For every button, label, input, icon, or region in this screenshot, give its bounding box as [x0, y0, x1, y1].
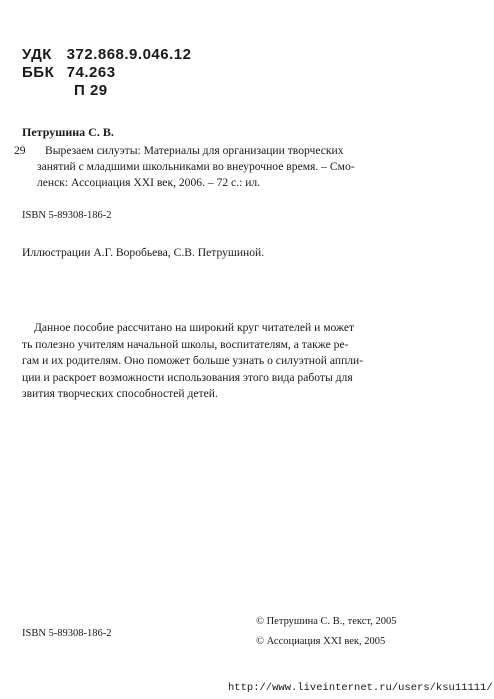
- margin-mark: 29: [14, 144, 26, 157]
- annotation-line: ции и раскроет возможности использования этого вида работы для: [22, 370, 353, 384]
- isbn-bottom: ISBN 5-89308-186-2: [22, 628, 112, 639]
- annotation-line: ть полезно учителям начальной школы, воспитателям, а также ре-: [22, 337, 349, 351]
- illustrations-credit: Иллюстрации А.Г. Воробьева, С.В. Петрушиной.: [22, 246, 265, 259]
- author-name: Петрушина С. В.: [22, 125, 114, 139]
- annotation-line: гам и их родителям. Оно поможет больше узнать о силуэтной аппли-: [22, 354, 364, 367]
- udk-label: УДК: [22, 46, 52, 63]
- udk-value: 372.868.9.046.12: [66, 46, 192, 63]
- copyright-line: © Петрушина С. В., текст, 2005: [256, 616, 397, 627]
- bibliographic-line: Вырезаем силуэты: Материалы для организации творческих: [45, 144, 344, 157]
- bbk-line: [22, 64, 191, 82]
- annotation-line: звития творческих способностей детей.: [22, 387, 218, 400]
- bibliographic-line: ленск: Ассоциация XXI век, 2006. – 72 с.: ил.: [37, 176, 261, 189]
- isbn-top: ISBN 5-89308-186-2: [22, 210, 112, 221]
- bibliographic-description: [37, 143, 465, 191]
- bibliographic-line: занятий с младшими школьниками во внеурочное время. – Смо-: [37, 160, 355, 173]
- bbk-value: 74.263: [66, 64, 116, 81]
- footer-url: http://www.liveinternet.ru/users/ksu11111/: [228, 682, 493, 694]
- copyright-line: © Ассоциация XXI век, 2005: [256, 636, 386, 647]
- classification-block: [22, 46, 191, 100]
- copyright-block: [256, 612, 396, 652]
- annotation-line: Данное пособие рассчитано на широкий круг читателей и может: [34, 321, 355, 334]
- udk-line: [22, 46, 191, 64]
- author-mark-line: [22, 82, 191, 100]
- bbk-label: ББК: [22, 64, 55, 81]
- annotation: [22, 320, 462, 403]
- author-mark: П 29: [74, 82, 108, 99]
